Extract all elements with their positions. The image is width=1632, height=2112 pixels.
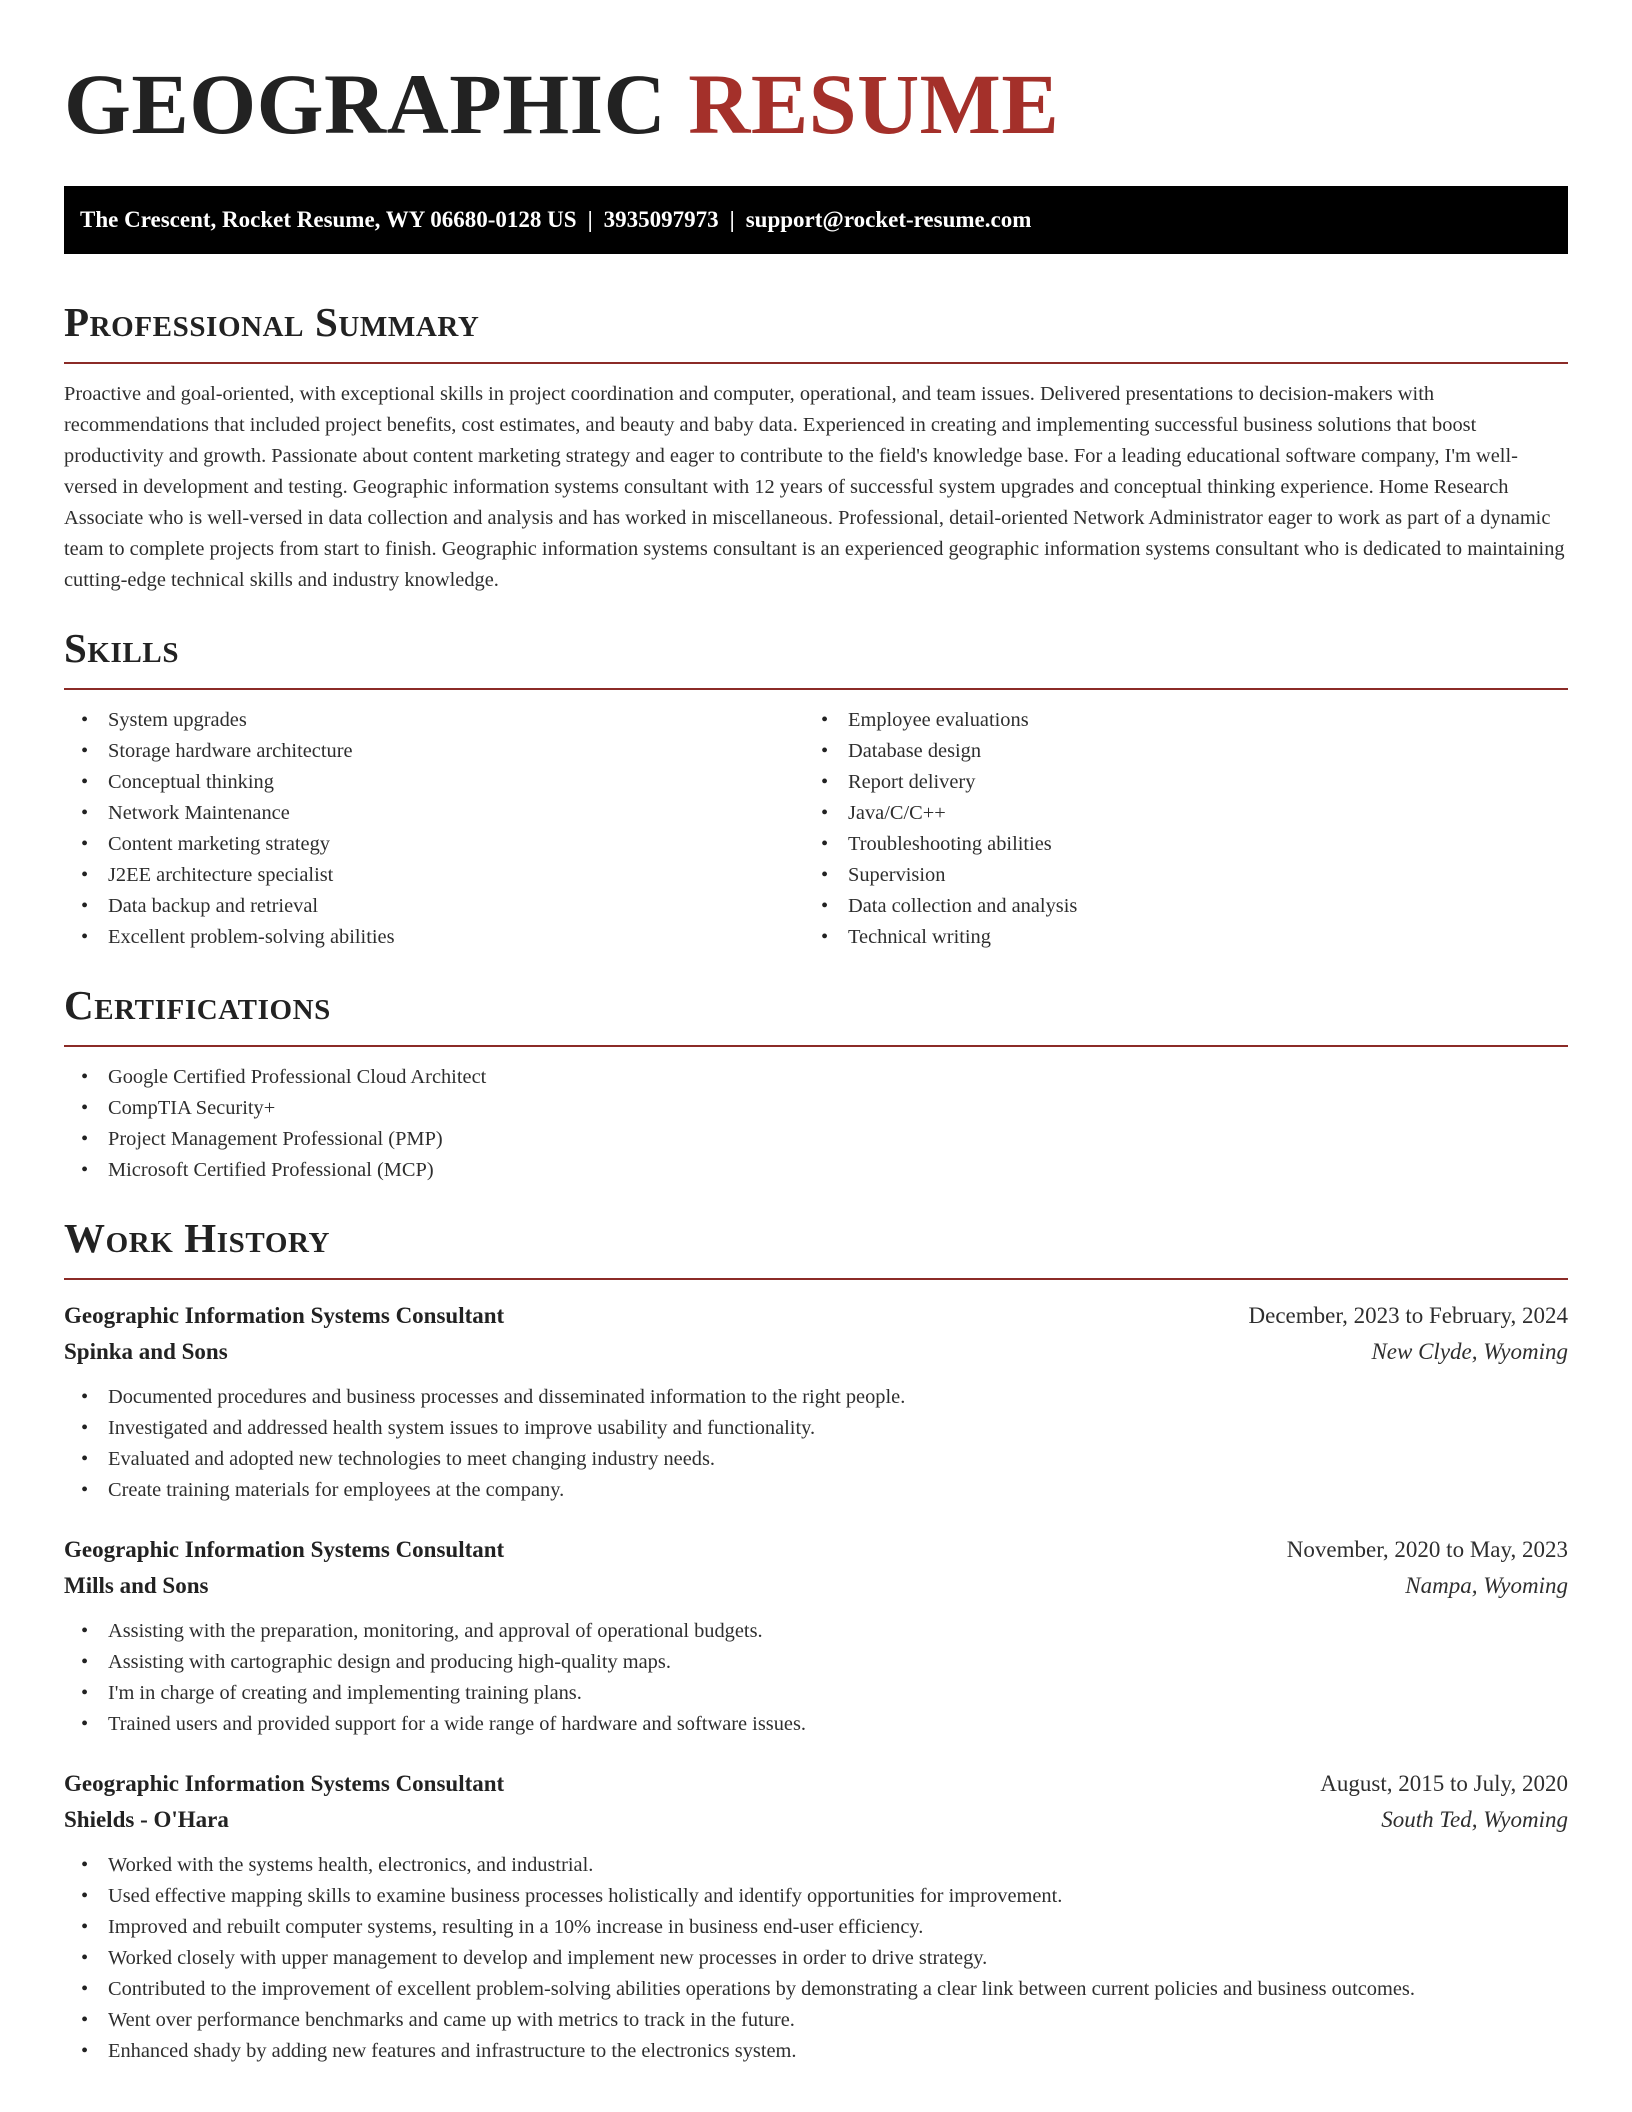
skill-item: • Storage hardware architecture [64,736,804,767]
skill-item: • Conceptual thinking [64,767,804,798]
resume-name-heading [64,48,1568,160]
work-history-section [64,1212,1568,2067]
name-last: RESUME [688,56,1060,152]
summary-section [64,296,1568,596]
job-dates: December, 2023 to February, 2024 [1248,1303,1568,1328]
section-divider [64,688,1568,690]
certifications-heading: Certifications [64,982,331,1028]
skill-item: • Excellent problem-solving abilities [64,922,804,953]
job-location: New Clyde, Wyoming [1371,1339,1568,1364]
section-divider [64,1045,1568,1047]
job-header-row [64,1298,1568,1334]
contact-separator: | [729,207,735,232]
job-bullet: • Worked closely with upper management to develop and implement new processes in order to drive strategy. [64,1943,1568,1974]
skill-item: • Network Maintenance [64,798,804,829]
job-location: Nampa, Wyoming [1405,1573,1568,1598]
skill-item: • Content marketing strategy [64,829,804,860]
skills-section [64,622,1568,953]
skills-grid [64,705,1568,953]
summary-heading: Professional Summary [64,299,480,345]
job-bullet: • Used effective mapping skills to examine business processes holistically and identify opportunities for improvement. [64,1881,1568,1912]
job-bullet: • Improved and rebuilt computer systems, resulting in a 10% increase in business end-user efficiency. [64,1912,1568,1943]
job-header-row [64,1532,1568,1568]
job-company: Mills and Sons [64,1573,209,1598]
skill-item: • Data backup and retrieval [64,891,804,922]
certification-item: • Microsoft Certified Professional (MCP) [64,1155,1568,1186]
job-bullet: • Create training materials for employees at the company. [64,1475,1568,1506]
certification-item: • CompTIA Security+ [64,1093,1568,1124]
name-first: GEOGRAPHIC [64,56,667,152]
job-subheader-row [64,1334,1568,1370]
job-bullet: • Documented procedures and business processes and disseminated information to the right people. [64,1382,1568,1413]
skills-list-right [804,705,1544,953]
job-title: Geographic Information Systems Consultant [64,1303,505,1328]
job-header-row [64,1766,1568,1802]
job-entry [64,1298,1568,1506]
skill-item: • Supervision [804,860,1544,891]
job-subheader-row [64,1802,1568,1838]
job-location: South Ted, Wyoming [1381,1807,1568,1832]
job-bullet: • Enhanced shady by adding new features and infrastructure to the electronics system. [64,2036,1568,2067]
job-bullet: • Assisting with cartographic design and producing high-quality maps. [64,1647,1568,1678]
job-company: Spinka and Sons [64,1339,228,1364]
skill-item: • Database design [804,736,1544,767]
job-bullet: • I'm in charge of creating and implementing training plans. [64,1678,1568,1709]
contact-separator: | [587,207,593,232]
job-title: Geographic Information Systems Consultant [64,1537,505,1562]
job-bullet: • Assisting with the preparation, monitoring, and approval of operational budgets. [64,1616,1568,1647]
job-bullet: • Investigated and addressed health system issues to improve usability and functionality. [64,1413,1568,1444]
contact-phone: 3935097973 [603,207,719,232]
skill-item: • Java/C/C++ [804,798,1544,829]
certifications-section [64,979,1568,1186]
contact-address: The Crescent, Rocket Resume, WY 06680-0128 US [80,207,577,232]
section-divider [64,1278,1568,1280]
job-bullets [64,1850,1568,2067]
skill-item: • Data collection and analysis [804,891,1544,922]
job-bullet: • Contributed to the improvement of excellent problem-solving abilities operations by demonstrating a clear link between current policies and business outcomes. [64,1974,1568,2005]
certification-item: • Google Certified Professional Cloud Architect [64,1062,1568,1093]
summary-text: Proactive and goal-oriented, with exceptional skills in project coordination and computer, operational, and team issues. Delivered presentations to decision-makers with recommendations that included project benefits, cost estimates, and beauty and baby data. Experienced in creating and implementing successful business solutions that boost productivity and growth. Passionate about content marketing strategy and eager to contribute to the field's knowledge base. For a leading educational software company, I'm well-versed in development and testing. Geographic information systems consultant with 12 years of successful system upgrades and conceptual thinking experience. Home Research Associate who is well-versed in data collection and analysis and has worked in miscellaneous. Professional, detail-oriented Network Administrator eager to work as part of a dynamic team to complete projects from start to finish. Geographic information systems consultant is an experienced geographic information systems consultant who is dedicated to maintaining cutting-edge technical skills and industry knowledge. [64,383,1565,591]
job-entry [64,1532,1568,1740]
job-title: Geographic Information Systems Consultant [64,1771,505,1796]
job-entry [64,1766,1568,2067]
certifications-list [64,1062,1568,1186]
skill-item: • Report delivery [804,767,1544,798]
job-bullet: • Went over performance benchmarks and came up with metrics to track in the future. [64,2005,1568,2036]
certification-item: • Project Management Professional (PMP) [64,1124,1568,1155]
job-bullets [64,1382,1568,1506]
skills-list-left [64,705,804,953]
skill-item: • System upgrades [64,705,804,736]
skill-item: • J2EE architecture specialist [64,860,804,891]
job-dates: August, 2015 to July, 2020 [1320,1771,1568,1796]
contact-email: support@rocket-resume.com [745,207,1032,232]
job-subheader-row [64,1568,1568,1604]
skill-item: • Troubleshooting abilities [804,829,1544,860]
skill-item: • Employee evaluations [804,705,1544,736]
skills-heading: Skills [64,625,180,671]
job-bullets [64,1616,1568,1740]
contact-bar [64,186,1568,254]
skill-item: • Technical writing [804,922,1544,953]
job-bullet: • Trained users and provided support for a wide range of hardware and software issues. [64,1709,1568,1740]
job-dates: November, 2020 to May, 2023 [1286,1537,1568,1562]
section-divider [64,362,1568,364]
job-bullet: • Worked with the systems health, electronics, and industrial. [64,1850,1568,1881]
job-bullet: • Evaluated and adopted new technologies to meet changing industry needs. [64,1444,1568,1475]
job-company: Shields - O'Hara [64,1807,229,1832]
work-history-heading: Work History [64,1215,331,1261]
